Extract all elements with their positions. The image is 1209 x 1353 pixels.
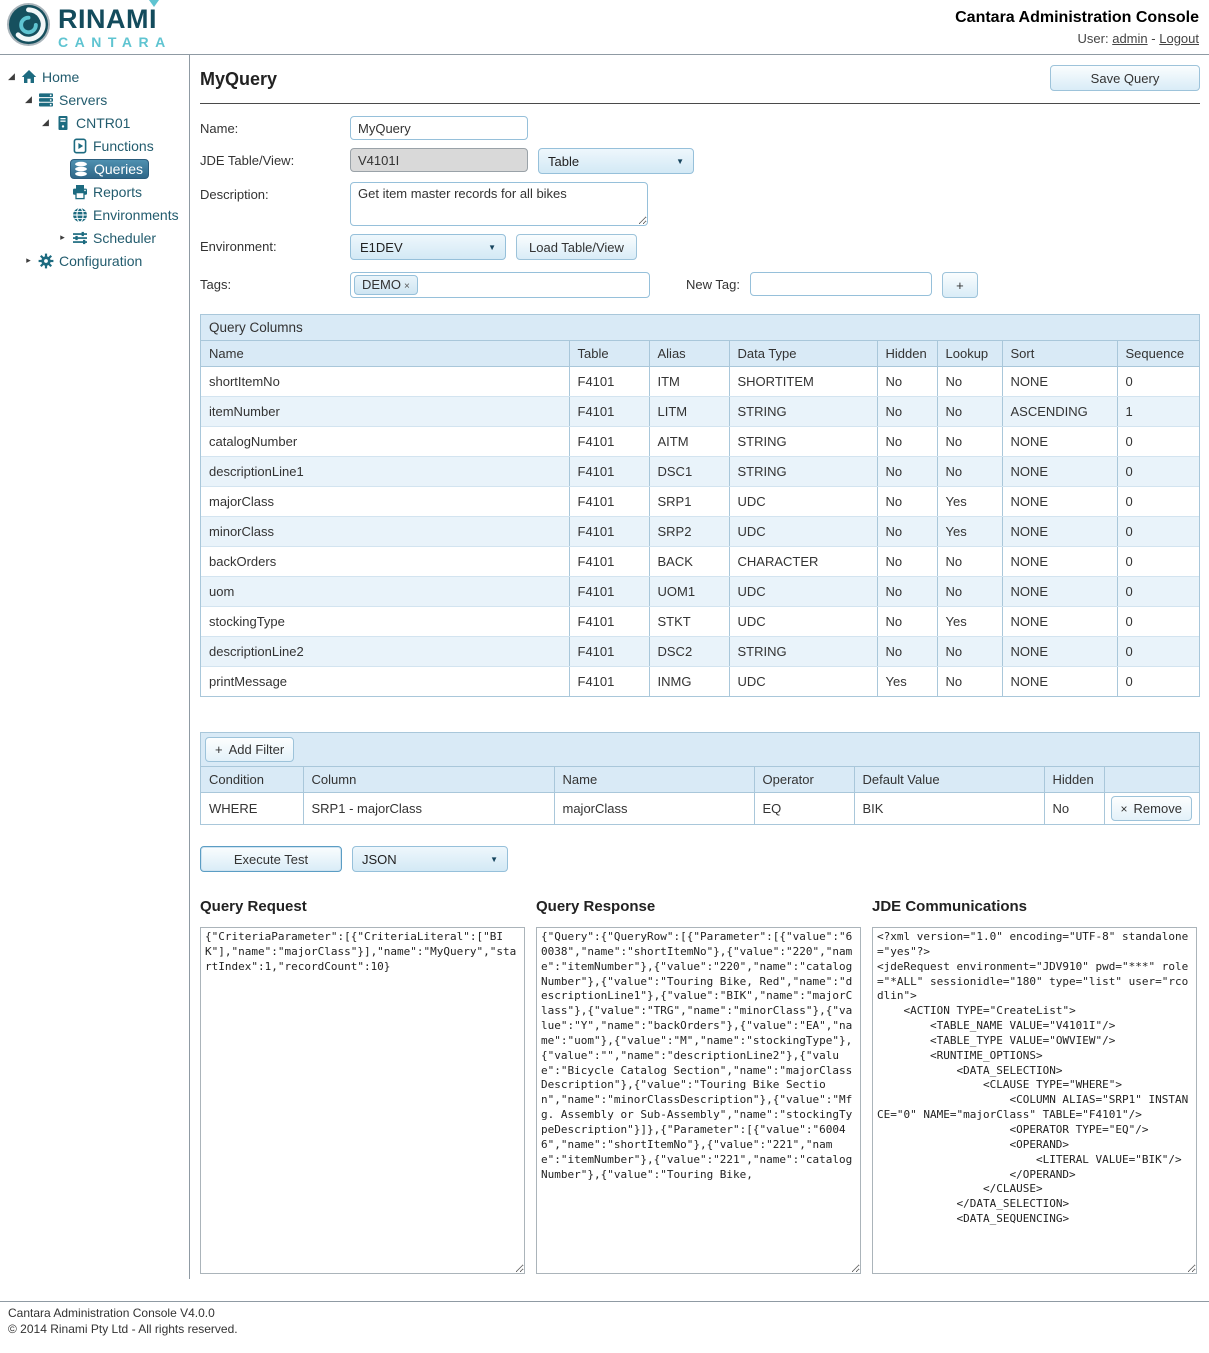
save-query-button[interactable]: Save Query (1050, 65, 1200, 91)
table-header-row (201, 767, 1199, 793)
form-row-table (200, 148, 1200, 174)
table-cell: descriptionLine1 (201, 457, 569, 487)
sidebar-item-label: CNTR01 (76, 114, 131, 131)
table-cell: backOrders (201, 547, 569, 577)
sidebar-item-label: Queries (94, 160, 144, 177)
add-filter-button[interactable]: + Add Filter (205, 737, 294, 762)
table-cell: 0 (1117, 637, 1199, 667)
column-header: Column (303, 767, 554, 793)
table-cell: BIK (854, 793, 1044, 825)
table-cell: SRP1 - majorClass (303, 793, 554, 825)
table-cell: No (877, 487, 937, 517)
output-panel-jde-communications (872, 890, 1197, 1279)
app-header (0, 0, 1209, 55)
form-row-environment (200, 234, 1200, 260)
table-cell: 1 (1117, 397, 1199, 427)
output-panel-title: JDE Communications (872, 898, 1028, 915)
column-header: Name (554, 767, 754, 793)
table-cell: UDC (729, 607, 877, 637)
table-cell: STRING (729, 427, 877, 457)
table-cell: WHERE (201, 793, 303, 825)
table-cell: STRING (729, 637, 877, 667)
app-title: Cantara Administration Console (955, 8, 1199, 26)
table-cell: SRP1 (649, 487, 729, 517)
query-columns-title: Query Columns (201, 315, 1199, 341)
form-row-tags (200, 272, 1200, 298)
table-cell: stockingType (201, 607, 569, 637)
column-header (1104, 767, 1199, 793)
table-cell: NONE (1002, 367, 1117, 397)
table-cell: AITM (649, 427, 729, 457)
execute-row (200, 846, 1200, 872)
output-panel-title: Query Request (200, 898, 307, 915)
table-cell: ASCENDING (1002, 397, 1117, 427)
sidebar-item-body (36, 91, 112, 109)
column-header: Hidden (877, 341, 937, 367)
table-cell: No (877, 637, 937, 667)
table-cell: No (877, 397, 937, 427)
table-cell: UOM1 (649, 577, 729, 607)
table-row[interactable] (201, 607, 1199, 637)
table-cell: 0 (1125, 674, 1133, 689)
output-panel-title: Query Response (536, 898, 656, 915)
column-header: Operator (754, 767, 854, 793)
sidebar-item-label: Reports (93, 183, 143, 200)
table-cell: itemNumber (201, 397, 569, 427)
table-cell: minorClass (201, 517, 569, 547)
sidebar-selected-pill (70, 159, 149, 179)
form-row-description (200, 182, 1200, 226)
column-header: Alias (649, 341, 729, 367)
user-link[interactable]: admin (1112, 30, 1148, 46)
table-cell: No (937, 547, 1002, 577)
sidebar-item-servers[interactable] (0, 88, 189, 111)
logo (6, 2, 172, 52)
table-cell: F4101 (569, 547, 649, 577)
table-cell: majorClass (554, 793, 754, 825)
table-cell: F4101 (569, 427, 649, 457)
server-icon (55, 115, 72, 131)
description-label: Description: (200, 187, 269, 202)
logo-text (58, 3, 172, 50)
table-cell: NONE (1002, 637, 1117, 667)
sidebar-item-reports[interactable] (0, 180, 189, 203)
expand-arrow-icon[interactable]: ▸ (26, 255, 31, 265)
query-columns-panel (200, 314, 1200, 697)
user-separator: - (1151, 30, 1156, 46)
table-cell: BACK (649, 547, 729, 577)
table-cell: printMessage (201, 667, 569, 697)
table-type-value: Table (548, 153, 580, 169)
sidebar-item-label: Environments (93, 206, 179, 223)
table-cell: Yes (937, 517, 1002, 547)
logo-secondary-text: CANTARA (58, 33, 172, 50)
table-cell: uom (201, 577, 569, 607)
environment-label: Environment: (200, 239, 277, 254)
table-cell: 0 (1117, 487, 1199, 517)
tags-label: Tags: (200, 277, 232, 292)
table-cell: No (937, 427, 1002, 457)
column-header: Sequence (1117, 341, 1199, 367)
table-cell: No (877, 457, 937, 487)
table-cell: 0 (1117, 457, 1199, 487)
logo-caret-icon (149, 0, 159, 7)
table-row[interactable] (201, 427, 1199, 457)
column-header: Hidden (1044, 767, 1104, 793)
load-table-view-button[interactable]: Load Table/View (516, 234, 637, 260)
output-textarea[interactable] (200, 927, 525, 1274)
table-cell: Yes (877, 667, 937, 697)
footer-version: Cantara Administration Console V4.0.0 (8, 1306, 215, 1320)
table-cell: Yes (937, 607, 1002, 637)
format-value: JSON (362, 851, 397, 867)
table-cell: No (937, 637, 1002, 667)
remove-filter-button[interactable]: × Remove (1111, 796, 1192, 821)
sidebar-item-home[interactable] (0, 65, 189, 88)
sidebar-item-body (53, 114, 135, 132)
user-line (955, 31, 1199, 46)
table-cell: F4101 (569, 487, 649, 517)
filters-table (201, 767, 1199, 824)
main-content (190, 55, 1209, 1279)
sidebar-item-body (70, 229, 161, 247)
logo-primary-text: RINAMI (58, 6, 157, 33)
table-cell: catalogNumber (201, 427, 569, 457)
table-cell: No (877, 607, 937, 637)
table-cell: F4101 (569, 637, 649, 667)
query-columns-table (201, 341, 1199, 696)
servers-icon (38, 92, 55, 108)
table-cell: EQ (754, 793, 854, 825)
environment-select[interactable] (350, 234, 506, 260)
sidebar-item-label: Configuration (59, 252, 143, 269)
table-cell: NONE (1002, 607, 1117, 637)
table-cell: STKT (649, 607, 729, 637)
output-panels (200, 890, 1200, 1279)
table-cell: 0 (1117, 607, 1199, 637)
table-cell: majorClass (201, 487, 569, 517)
form-row-name (200, 116, 1200, 140)
jde-table-view-input (350, 148, 528, 172)
table-cell: 0 (1117, 577, 1199, 607)
column-header: Sort (1002, 341, 1117, 367)
table-cell: UDC (729, 577, 877, 607)
new-tag-input[interactable] (750, 272, 932, 296)
home-icon (21, 69, 38, 85)
column-header: Table (569, 341, 649, 367)
table-cell: NONE (1002, 517, 1117, 547)
table-cell: INMG (649, 667, 729, 697)
remove-tag-icon[interactable]: × (404, 281, 410, 292)
sidebar-item-body (36, 252, 147, 270)
table-cell: descriptionLine2 (201, 637, 569, 667)
sidebar-item-label: Scheduler (93, 229, 157, 246)
title-row (200, 63, 1200, 104)
table-cell: No (937, 667, 1002, 697)
table-cell: No (937, 577, 1002, 607)
app-footer (0, 1301, 1209, 1353)
name-input[interactable] (350, 116, 528, 140)
table-cell: LITM (649, 397, 729, 427)
sidebar-item-label: Servers (59, 91, 108, 108)
remove-filter-cell (1104, 793, 1199, 825)
table-header-row (201, 341, 1199, 367)
description-textarea[interactable] (350, 182, 648, 226)
table-type-select[interactable] (538, 148, 694, 174)
scheduler-icon (72, 230, 89, 246)
table-cell: No (877, 427, 937, 457)
table-cell: shortItemNo (201, 367, 569, 397)
expand-arrow-icon[interactable]: ▸ (60, 232, 65, 242)
sidebar-item-scheduler[interactable] (0, 226, 189, 249)
sidebar-item-queries[interactable] (0, 157, 189, 180)
filters-panel (200, 732, 1200, 825)
table-cell: DSC1 (649, 457, 729, 487)
jde-table-view-label: JDE Table/View: (200, 153, 295, 168)
table-cell: 0 (1117, 427, 1199, 457)
table-cell: F4101 (569, 457, 649, 487)
sidebar-item-environments[interactable] (0, 203, 189, 226)
table-cell: No (937, 367, 1002, 397)
functions-icon (72, 138, 89, 154)
sidebar-item-cntr01[interactable] (0, 111, 189, 134)
table-cell: 0 (1117, 547, 1199, 577)
table-cell: No (1044, 793, 1104, 825)
table-cell: UDC (729, 667, 877, 697)
table-cell: SRP2 (649, 517, 729, 547)
logout-link[interactable]: Logout (1159, 30, 1199, 46)
table-cell: NONE (1002, 577, 1117, 607)
output-panel-query-request (200, 890, 525, 1279)
page-title: MyQuery (200, 69, 278, 89)
tags-input[interactable] (350, 272, 650, 298)
configuration-icon (38, 253, 55, 269)
name-label: Name: (200, 121, 239, 136)
table-cell: F4101 (569, 517, 649, 547)
sidebar-item-configuration[interactable] (0, 249, 189, 272)
plus-icon: + (215, 742, 223, 757)
table-cell: No (877, 367, 937, 397)
table-cell: No (877, 517, 937, 547)
x-icon: × (1120, 802, 1128, 816)
format-select[interactable] (352, 846, 508, 872)
table-row[interactable] (201, 577, 1199, 607)
table-cell: F4101 (569, 577, 649, 607)
collapse-arrow-icon[interactable]: ◢ (42, 117, 49, 127)
table-row[interactable] (201, 517, 1199, 547)
sidebar-item-label: Functions (93, 137, 154, 154)
table-row[interactable] (201, 487, 1199, 517)
table-cell: SHORTITEM (729, 367, 877, 397)
table-cell: No (937, 457, 1002, 487)
header-right (955, 9, 1199, 46)
table-row[interactable] (201, 397, 1199, 427)
table-row[interactable] (201, 457, 1199, 487)
collapse-arrow-icon[interactable]: ◢ (8, 71, 15, 81)
sidebar-tree (0, 55, 190, 1279)
environment-value: E1DEV (360, 239, 403, 255)
table-cell: UDC (729, 517, 877, 547)
table-row[interactable] (201, 637, 1199, 667)
tag-chip-label: DEMO (362, 277, 401, 292)
table-cell: STRING (729, 397, 877, 427)
table-row[interactable] (201, 793, 1199, 825)
new-tag-label: New Tag: (686, 277, 740, 292)
table-cell: No (877, 547, 937, 577)
reports-icon (72, 184, 89, 200)
table-cell: CHARACTER (729, 547, 877, 577)
table-cell: DSC2 (649, 637, 729, 667)
table-cell: NONE (1002, 427, 1117, 457)
logo-swirl-icon (6, 2, 51, 52)
table-cell: Yes (937, 487, 1002, 517)
table-cell: F4101 (569, 667, 649, 697)
table-cell: 0 (1117, 517, 1199, 547)
column-header: Lookup (937, 341, 1002, 367)
table-row[interactable] (201, 547, 1199, 577)
tag-chip (354, 275, 418, 295)
table-cell: NONE (1002, 667, 1117, 697)
sidebar-item-functions[interactable] (0, 134, 189, 157)
column-header: Condition (201, 767, 303, 793)
sidebar-item-body (70, 137, 159, 155)
table-cell: 0 (1117, 367, 1199, 397)
output-textarea[interactable] (536, 927, 861, 1274)
table-cell: NONE (1002, 547, 1117, 577)
user-label: User: (1077, 30, 1109, 46)
column-header: Default Value (854, 767, 1044, 793)
sidebar-item-label: Home (42, 68, 80, 85)
table-cell: No (877, 577, 937, 607)
add-tag-button[interactable]: + (942, 272, 978, 298)
output-textarea[interactable] (872, 927, 1197, 1274)
filter-toolbar (201, 733, 1199, 767)
table-cell: F4101 (569, 397, 649, 427)
table-row[interactable] (201, 367, 1199, 397)
footer-copyright: © 2014 Rinami Pty Ltd - All rights reserved. (8, 1321, 238, 1336)
column-header: Name (201, 341, 569, 367)
chevron-down-icon: ▼ (490, 854, 498, 864)
table-cell: F4101 (569, 367, 649, 397)
column-header: Data Type (729, 341, 877, 367)
table-cell: STRING (729, 457, 877, 487)
table-cell: F4101 (569, 607, 649, 637)
execute-test-button[interactable]: Execute Test (200, 846, 342, 872)
sidebar-item-body (70, 183, 147, 201)
chevron-down-icon: ▼ (488, 242, 496, 252)
output-panel-query-response (536, 890, 861, 1279)
table-cell: NONE (1002, 457, 1117, 487)
table-cell: NONE (1002, 487, 1117, 517)
table-cell: No (937, 397, 1002, 427)
sidebar-item-body (19, 68, 84, 86)
environments-icon (72, 207, 89, 223)
sidebar-item-body (70, 206, 184, 224)
table-row[interactable] (201, 667, 1199, 697)
chevron-down-icon: ▼ (676, 156, 684, 166)
table-cell: ITM (649, 367, 729, 397)
collapse-arrow-icon[interactable]: ◢ (25, 94, 32, 104)
table-cell: UDC (729, 487, 877, 517)
queries-icon (73, 161, 90, 177)
